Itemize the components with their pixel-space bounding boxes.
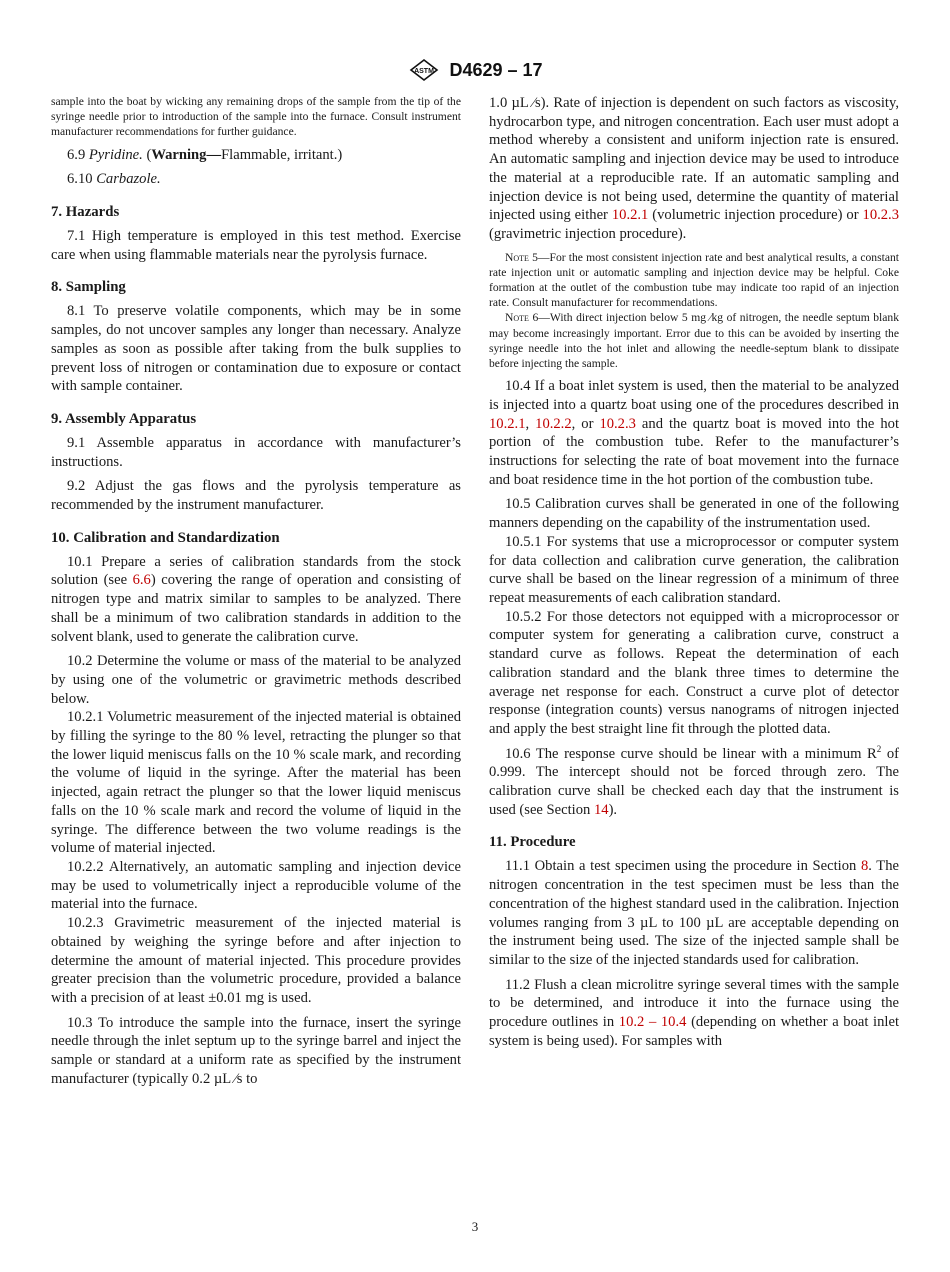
paragraph-11-1: 11.1 Obtain a test specimen using the procedure in Section 8. The nitrogen concentration in the test specimen must be less than the concentration of the highest standard used in the calibration. Injection volumes ranging from 3 µL to 100 µL are acceptable depending on the instrument being used. The size of the injected sample shall be similar to the size of the injected standards used for calibration. — [489, 858, 899, 968]
paragraph-10-3: 10.3 To introduce the sample into the furnace, insert the syringe needle through the inlet septum up to the syringe barrel and inject the sample or standard at a uniform rate as specified by the instrument manufacturer (typically 0.2 µL ⁄s to — [51, 1014, 461, 1087]
page-number: 3 — [471, 1219, 479, 1234]
paragraph-10-5-1: 10.5.1 For systems that use a microprocessor or computer system for data collection and calibration curve generation, the calibration curve shall be based on the linear regression of a minimum of three repeat measurements of each calibration standard. — [489, 533, 899, 606]
paragraph-6-9: 6.9 Pyridine. (Warning—Flammable, irritant.) — [67, 146, 343, 163]
section-heading-procedure: 11. Procedure — [489, 834, 576, 851]
paragraph-10-2-1: 10.2.1 Volumetric measurement of the injected material is obtained by filling the syringe to the 80 % level, retracting the plunger so that the lower liquid meniscus falls on the 10 % scale mark, and recording the volume of liquid in the syringe. After the material has been injected, again retract the plunger so that the lower liquid meniscus falls on the 10 % scale mark and record the volume of liquid in the syringe. The difference between the two volume readings is the volume of material injected. — [51, 709, 461, 857]
paragraph-10-2-2: 10.2.2 Alternatively, an automatic sampling and injection device may be used to volumetrically inject a reproducible volume of the material into the furnace. — [51, 859, 461, 913]
paragraph-10-2-3: 10.2.3 Gravimetric measurement of the injected material is obtained by weighing the syringe before and after injection to determine the amount of material injected. This procedure provides greater precision than the volumetric procedure, provided a balance with a precision of at least ±0.01 mg is used. — [51, 915, 461, 1006]
paragraph-10-6: 10.6 The response curve should be linear with a minimum $R^2$ of 0.999. The intercept should not be forced through zero. The calibration curve shall be checked each day that the instrument is used (see Section 14). — [489, 743, 899, 818]
note-6: Note 6—With direct injection below 5 mg ⁄kg of nitrogen, the needle septum blank may become increasingly important. Error due to this can be avoided by inserting the syringe needle into the hot inlet and allowing the needle-septum blank to dissipate before injecting the sample. — [489, 311, 899, 371]
section-heading-hazards: 7. Hazards — [51, 204, 120, 221]
link-10-2-3[interactable]: 10.2.3 — [599, 415, 636, 432]
paragraph-6-10: 6.10 Carbazole. — [67, 171, 161, 188]
paragraph-10-5-2: 10.5.2 For those detectors not equipped with a microprocessor or computer system for generating a calibration curve, construct a standard curve as follows. Repeat the determination of each calibration standard and the blank three times to determine the average net response for each. Construct a curve plot of detector response (integration counts) versus nanograms of nitrogen injected and apply the best straight line fit through the plotted data. — [489, 608, 899, 737]
page-header — [0, 58, 950, 82]
paragraph-10-5: 10.5 Calibration curves shall be generated in one of the following manners depending on the capability of the instrumentation used. — [489, 496, 899, 532]
paragraph-10-1: 10.1 Prepare a series of calibration standards from the stock solution (see 6.6) covering the range of operation and consisting of nitrogen type and matrix similar to samples to be analyzed. There shall be a minimum of two calibration standards in addition to the solvent blank, used to generate the calibration curve. — [51, 553, 461, 645]
paragraph-10-3-continued: 1.0 µL ⁄s). Rate of injection is dependent on such factors as viscosity, hydrocarbon type, and nitrogen concentration. Each user must adopt a method whereby a consistent and uniform injection rate is ensured. An automatic sampling and injection device may be used to introduce the material at a reproducible rate. If an automatic sampling and injection device is not being used, determine the quantity of material injected using either 10.2.1 (volumetric injection procedure) or 10.2.3 (gravimetric injection procedure). — [489, 95, 899, 242]
section-heading-assembly: 9. Assembly Apparatus — [51, 410, 197, 427]
paragraph-11-2: 11.2 Flush a clean microlitre syringe several times with the sample to be determined, and introduce it into the furnace using the procedure outlines in 10.2 – 10.4 (depending on whether a boat inlet system is being used). For samples with — [489, 976, 899, 1049]
astm-logo-icon — [407, 58, 441, 82]
document-id: D4629 – 17 — [449, 59, 543, 80]
link-10-2-1[interactable]: 10.2.1 — [611, 207, 649, 224]
link-10-2-2[interactable]: 10.2.2 — [535, 415, 572, 432]
link-section-8[interactable]: 8 — [860, 858, 869, 875]
left-column — [51, 94, 461, 1088]
paragraph-9-2: 9.2 Adjust the gas flows and the pyrolysis temperature as recommended by the instrument manufacturer. — [51, 478, 461, 514]
paragraph-10-4: 10.4 If a boat inlet system is used, then the material to be analyzed is injected into a quartz boat using one of the procedures described in 10.2.1, 10.2.2, or 10.2.3 and the quartz boat is moved into the hot portion of the combustion tube. Refer to the manufacturer’s instructions for selecting the rate of boat movement into the furnace and boat residence time in the hot portion of the combustion tube. — [489, 378, 900, 488]
paragraph-7-1: 7.1 High temperature is employed in this test method. Exercise care when using flammable materials near the pyrolysis furnace. — [51, 228, 461, 263]
section-heading-sampling: 8. Sampling — [51, 279, 126, 296]
paragraph-continuation: sample into the boat by wicking any remaining drops of the sample from the tip of the syringe needle prior to introduction of the sample into the furnace. Consult instrument manufacturer recommendations for further guidance. — [51, 95, 461, 139]
link-10-2-3[interactable]: 10.2.3 — [862, 207, 899, 224]
link-10-2-to-10-4[interactable]: 10.2 – 10.4 — [618, 1014, 687, 1031]
link-6-6[interactable]: 6.6 — [132, 572, 151, 589]
paragraph-8-1: 8.1 To preserve volatile components, which may be in some samples, do not uncover samples any longer than necessary. Analyze samples as soon as possible after taking from the bulk supplies to prevent loss of nitrogen or contamination due to exposure or contact with sample container. — [51, 303, 461, 395]
paragraph-9-1: 9.1 Assemble apparatus in accordance with manufacturer’s instructions. — [51, 434, 461, 470]
svg-text:ASTM: ASTM — [414, 68, 435, 75]
link-10-2-1[interactable]: 10.2.1 — [489, 415, 526, 432]
paragraph-10-2: 10.2 Determine the volume or mass of the material to be analyzed by using one of the volumetric or gravimetric methods described below. — [51, 653, 461, 707]
right-column — [489, 94, 899, 1050]
link-section-14[interactable]: 14 — [593, 801, 609, 818]
section-heading-calibration: 10. Calibration and Standardization — [51, 529, 280, 546]
note-5: Note 5—For the most consistent injection rate and best analytical results, a constant rate injection unit or automatic sampling and injection device may be helpful. Coke formation at the outlet of the combustion tube may indicate too rapid of an injection rate. Consult manufacturer for recommendations. — [489, 250, 899, 310]
